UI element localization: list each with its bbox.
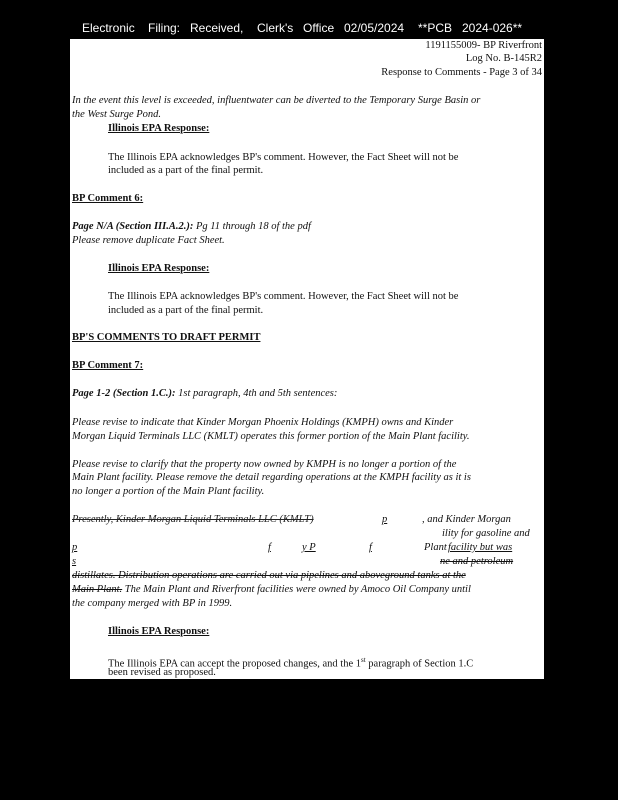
banner-word: Office [303, 21, 335, 35]
filing-banner [0, 0, 618, 40]
redline-fragment: Presently, Kinder Morgan Liquid Terminals LLC (KMLT) [72, 514, 314, 525]
banner-word: Received, [190, 21, 244, 35]
header-page-info: Response to Comments - Page 3 of 34 [381, 67, 542, 78]
comment-text: Morgan Liquid Terminals LLC (KMLT) operates this former portion of the Main Plant facility. [72, 431, 470, 442]
reference-detail: Pg 11 through 18 of the pdf [193, 221, 311, 232]
banner-word: Electronic [82, 21, 135, 35]
redline-fragment: facility but was [448, 542, 513, 553]
redline-line [72, 513, 540, 527]
response-fragment: The Illinois EPA can accept the proposed changes, and the 1 [108, 658, 361, 670]
plain-text: The Main Plant and Riverfront facilities were owned by Amoco Oil Company until [122, 584, 471, 595]
redline-fragment: ility for gasoline and [442, 528, 530, 539]
redline-fragment: , and Kinder Morgan [422, 514, 511, 525]
banner-word: **PCB [418, 21, 453, 35]
banner-word: 2024-026** [462, 21, 523, 35]
body-text: the West Surge Pond. [72, 109, 162, 120]
banner-word: 02/05/2024 [344, 21, 405, 35]
comment-text: Please revise to clarify that the property now owned by KMPH is no longer a portion of the [72, 459, 457, 470]
redline-fragment: s [72, 556, 77, 567]
reference-label: Page 1-2 (Section 1.C.): [72, 388, 176, 399]
response-text: The Illinois EPA acknowledges BP's comment. However, the Fact Sheet will not be [108, 152, 459, 163]
redline-fragment: f [268, 542, 271, 553]
body-text: In the event this level is exceeded, influentwater can be diverted to the Temporary Surge Basin or [72, 95, 481, 106]
comment-text: Please remove duplicate Fact Sheet. [72, 235, 225, 246]
response-heading: Illinois EPA Response: [108, 263, 210, 274]
reference-label: Page N/A (Section III.A.2.): [72, 221, 194, 232]
redline-line [72, 555, 540, 569]
comment-text: the company merged with BP in 1999. [72, 598, 233, 609]
comment-text: Please revise to indicate that Kinder Morgan Phoenix Holdings (KMPH) owns and Kinder [72, 417, 454, 428]
superscript: st [361, 656, 366, 664]
comment-reference [72, 387, 540, 401]
response-text: included as a part of the final permit. [108, 165, 264, 176]
response-text: been revised as proposed. [108, 667, 216, 678]
section-heading: BP'S COMMENTS TO DRAFT PERMIT [72, 332, 261, 343]
response-text: included as a part of the final permit. [108, 305, 264, 316]
header-permit-id: 1191155009- BP Riverfront [425, 40, 542, 51]
comment-text: distillates. Distribution operations are carried out via pipelines and aboveground tanks at the [72, 570, 466, 581]
comment-text: no longer a portion of the Main Plant facility. [72, 486, 265, 497]
redline-fragment: y P [302, 542, 316, 553]
redline-fragment: p [72, 542, 78, 553]
redline-fragment: p [382, 514, 388, 525]
response-text: The Illinois EPA acknowledges BP's comment. However, the Fact Sheet will not be [108, 291, 459, 302]
redline-fragment: Plant [424, 542, 447, 553]
header-log-no: Log No. B-145R2 [465, 53, 542, 64]
comment-heading: BP Comment 6: [72, 193, 144, 204]
response-fragment: paragraph of Section 1.C [365, 658, 474, 670]
redline-fragment: f [369, 542, 372, 553]
redline-fragment: ne and petroleum [440, 556, 514, 567]
redline-line [72, 527, 540, 541]
comment-heading: BP Comment 7: [72, 360, 144, 371]
reference-detail: 1st paragraph, 4th and 5th sentences: [175, 388, 338, 399]
banner-word: Clerk's [257, 21, 294, 35]
document-page [70, 39, 544, 679]
struck-text: Main Plant. [72, 584, 123, 595]
comment-text: Main Plant facility. Please remove the detail regarding operations at the KMPH facility as it is [72, 472, 471, 483]
comment-reference [72, 220, 540, 234]
redline-line [72, 541, 540, 555]
response-heading: Illinois EPA Response: [108, 123, 210, 134]
comment-text [72, 583, 540, 597]
response-heading: Illinois EPA Response: [108, 626, 210, 637]
banner-word: Filing: [148, 21, 181, 35]
